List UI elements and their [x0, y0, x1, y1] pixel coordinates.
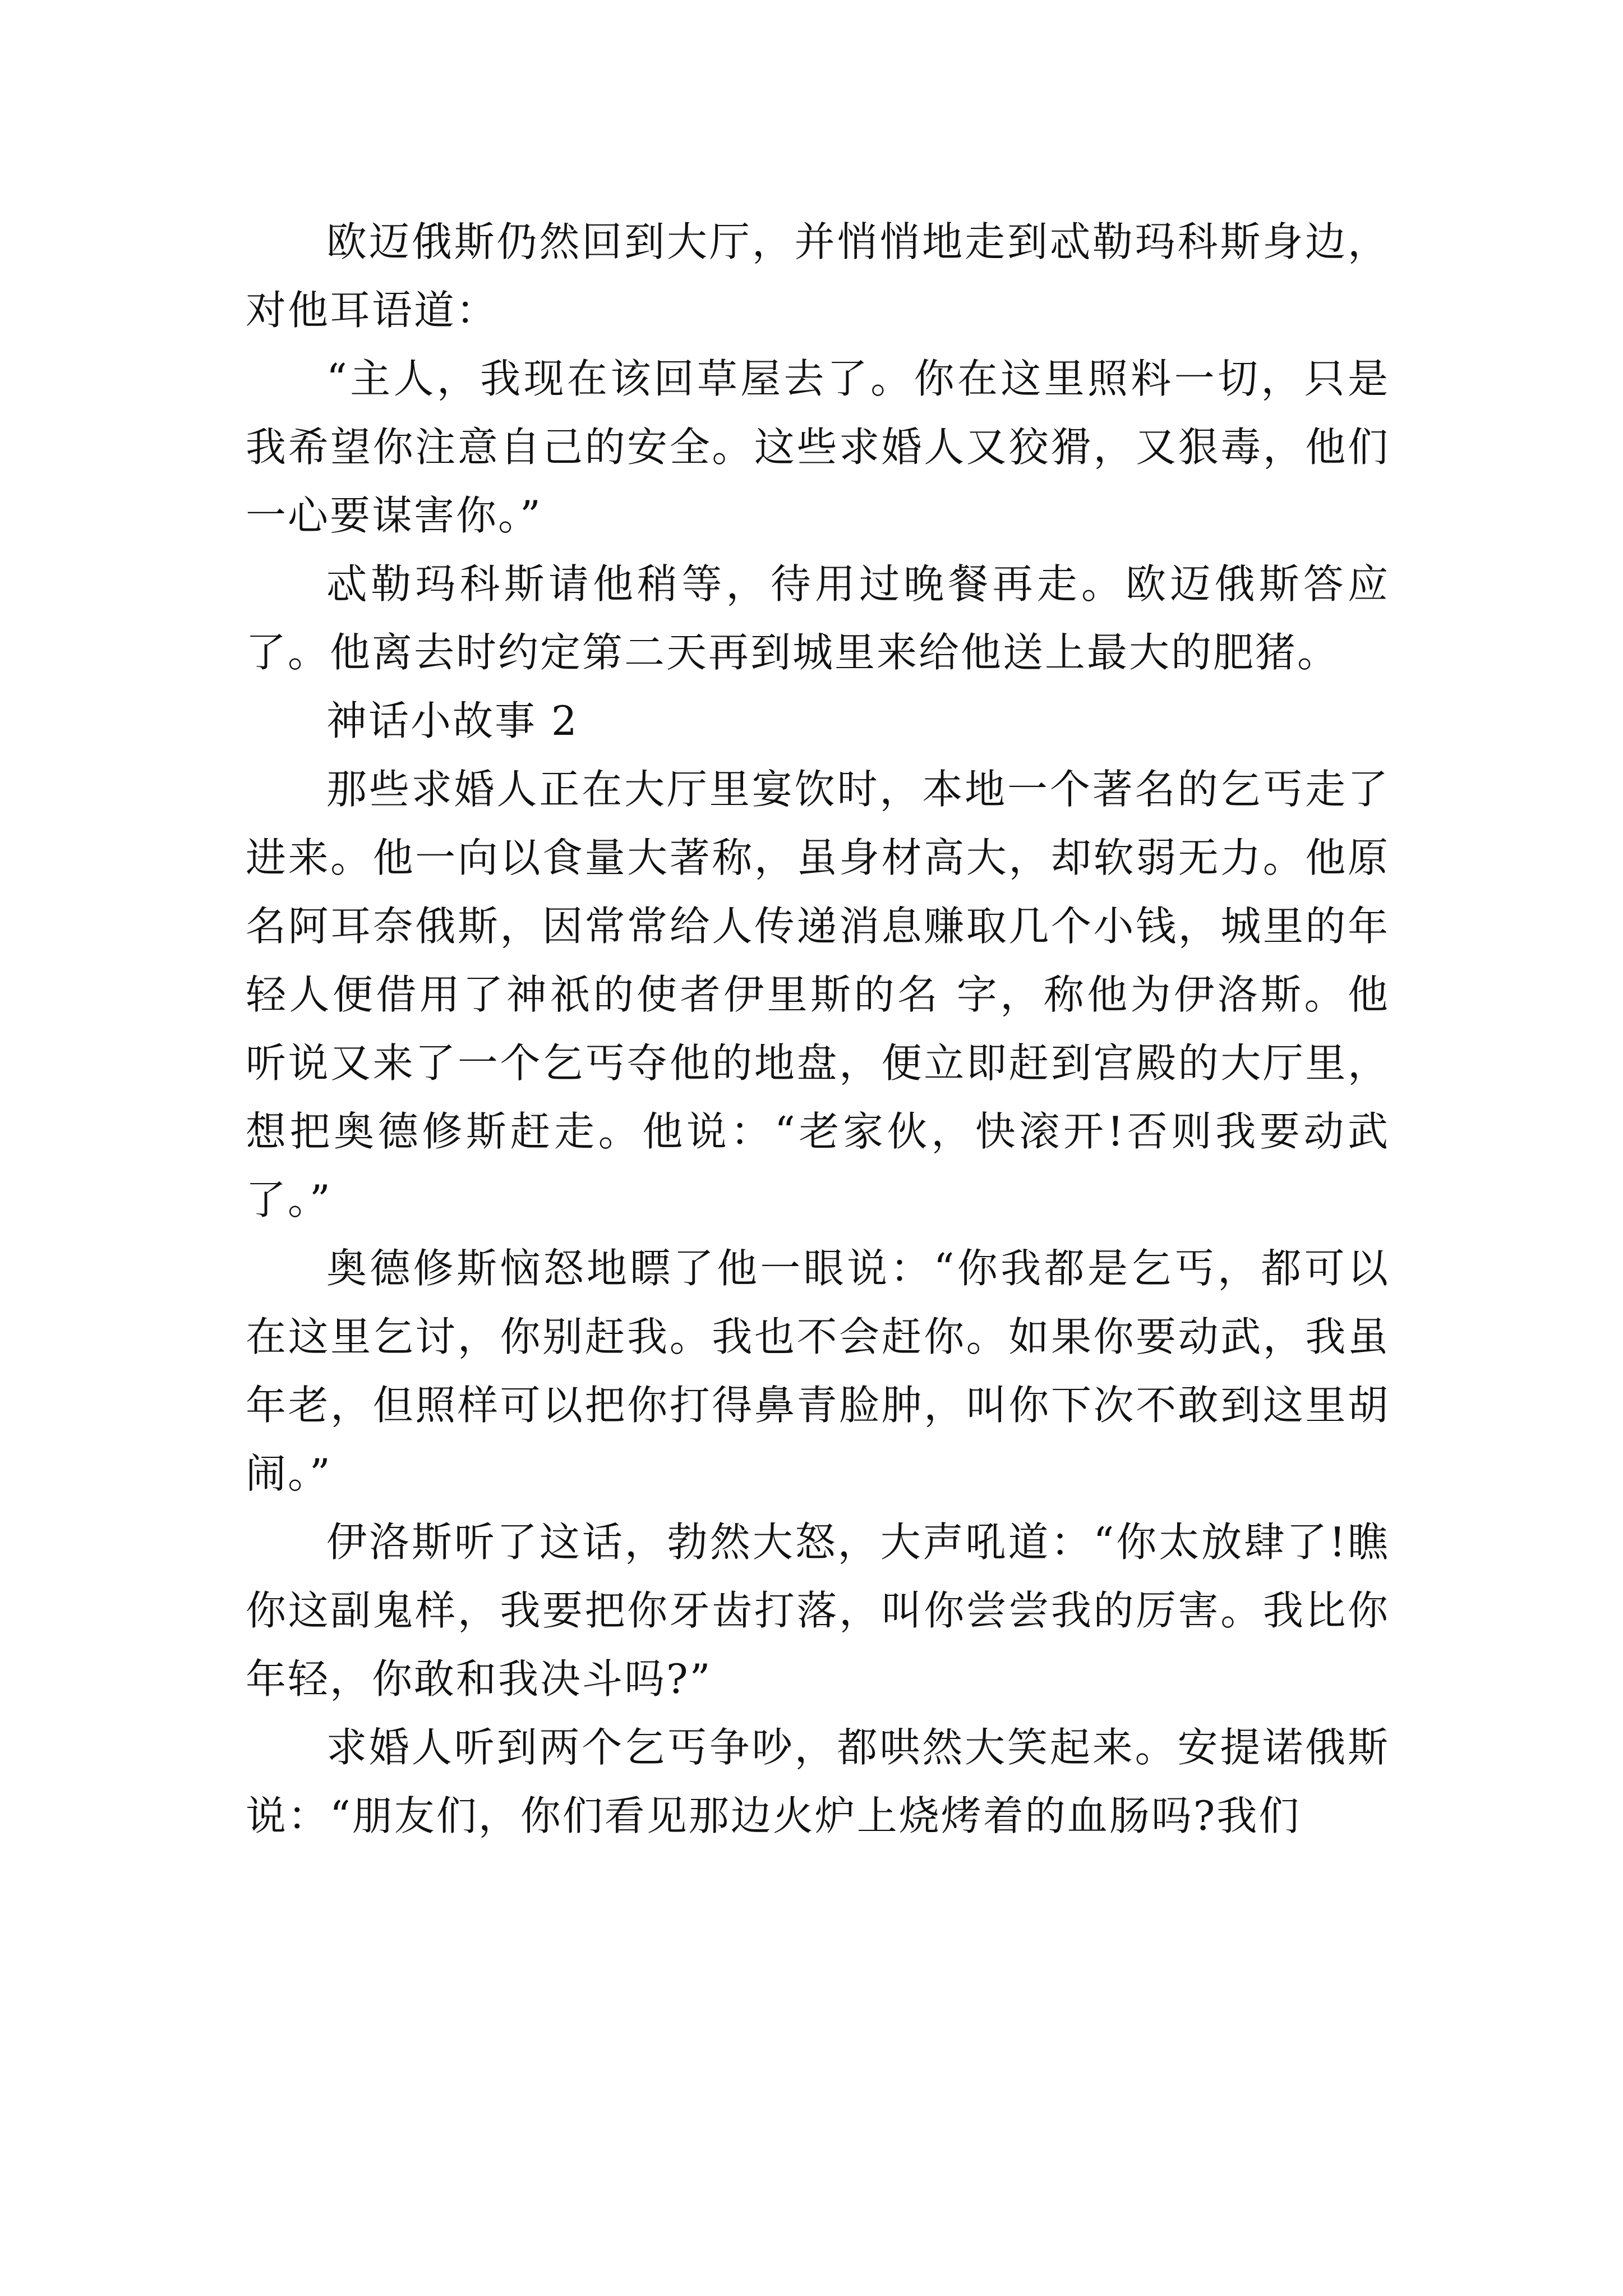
paragraph-6: 伊洛斯听了这话，勃然大怒，大声吼道：“你太放肆了!瞧你这副鬼样，我要把你牙齿打落，叫你尝尝我的厉害。我比你年轻，你敢和我决斗吗?” [246, 1519, 1390, 1703]
paragraph-3: 忒勒玛科斯请他稍等，待用过晚餐再走。欧迈俄斯答应了。他离去时约定第二天再到城里来给他送上最大的肥猪。 [246, 560, 1390, 676]
paragraph-5: 奥德修斯恼怒地瞟了他一眼说：“你我都是乞丐，都可以在这里乞讨，你别赶我。我也不会赶你。如果你要动武，我虽年老，但照样可以把你打得鼻青脸肿，叫你下次不敢到这里胡闹。” [246, 1245, 1390, 1497]
paragraph-7: 求婚人听到两个乞丐争吵，都哄然大笑起来。安提诺俄斯说：“朋友们，你们看见那边火炉上烧烤着的血肠吗?我们 [246, 1724, 1390, 1839]
section-heading: 神话小故事 2 [326, 697, 579, 744]
paragraph-2: “主人，我现在该回草屋去了。你在这里照料一切，只是我希望你注意自己的安全。这些求婚人又狡猾，又狠毒，他们一心要谋害你。” [246, 355, 1390, 539]
paragraph-1: 欧迈俄斯仍然回到大厅，并悄悄地走到忒勒玛科斯身边，对他耳语道： [246, 218, 1390, 334]
document-body [246, 208, 1390, 1850]
paragraph-4: 那些求婚人正在大厅里宴饮时，本地一个著名的乞丐走了进来。他一向以食量大著称，虽身材高大，却软弱无力。他原名阿耳奈俄斯，因常常给人传递消息赚取几个小钱，城里的年轻人便借用了神祇的使者伊里斯的名 字，称他为伊洛斯。他听说又来了一个乞丐夺他的地盘，便立即赶到宫殿的大厅里，想把奥德修斯赶走。他说：“老家伙，快滚开!否则我要动武了。” [246, 766, 1390, 1223]
